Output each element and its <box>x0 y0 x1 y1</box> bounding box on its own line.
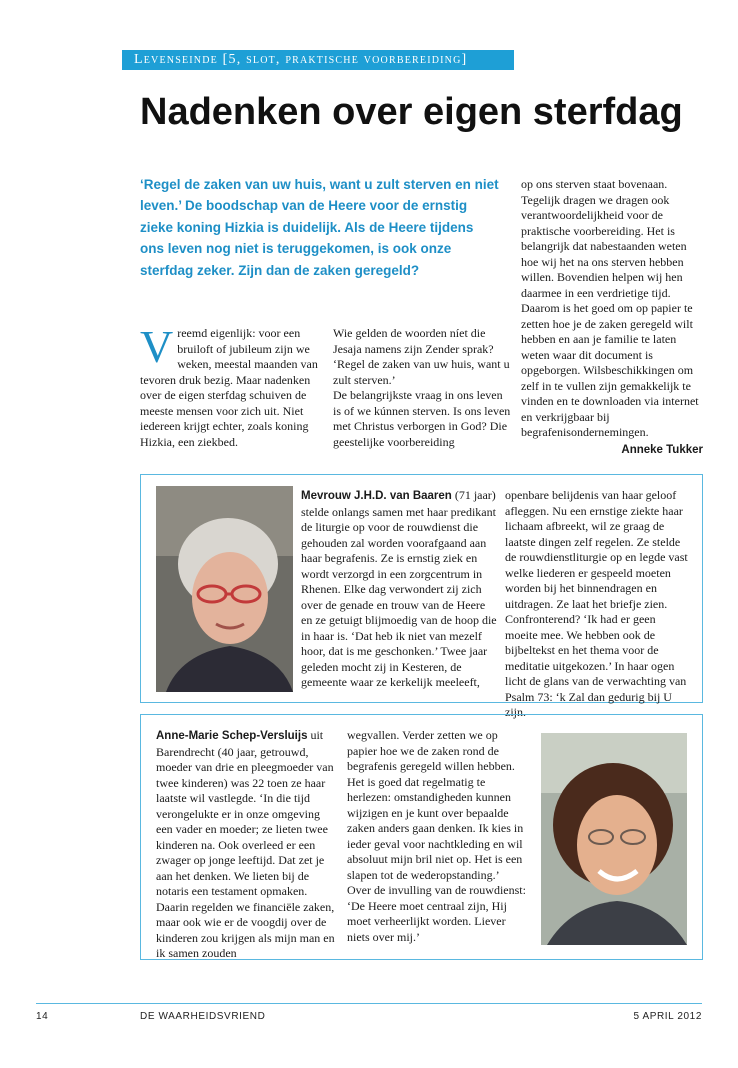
footer-rule <box>36 1003 702 1004</box>
body-column-3 <box>521 177 703 458</box>
box2-column-2 <box>347 728 527 945</box>
body-paragraph: Over de invulling van de rouwdienst: ‘De Heere moet centraal zijn, Hij moet verheerlijkt worden. Liever niets over mij.’ <box>347 883 526 944</box>
article-title: Nadenken over eigen sterfdag <box>140 91 683 133</box>
drop-cap: V <box>140 321 174 372</box>
box2-column-1 <box>156 728 336 962</box>
portrait-illustration <box>156 486 293 692</box>
box1-column-1 <box>301 488 497 691</box>
body-column-1 <box>140 321 323 450</box>
page-number: 14 <box>36 1011 49 1022</box>
publication-name: DE WAARHEIDSVRIEND <box>140 1011 266 1022</box>
portrait-elderly-woman <box>156 486 293 692</box>
body-text-3: op ons sterven staat bovenaan. Tegelijk dragen we dragen ook verantwoordelijkheid voor de praktische voorbereiding. Het is belangrijk dat nabestaanden weten hoe wij het na ons sterven hebben willen. Bovendien helpen wij hen daarmee in een verdrietige tijd. Daarom is het goed om op papier te zetten hoe je de zaken geregeld wilt hebben en aan je familie te laten weten waar dit document is opgeborgen. Wilsbeschikkingen om zelf in te vullen zijn gemakkelijk te vinden en te downloaden via internet en verkrijgbaar bij begrafenisondernemingen. <box>521 177 699 439</box>
box1-text-1: (71 jaar) stelde onlangs samen met haar predikant de liturgie op voor de rouwdienst die gehouden zal worden voorafgaand aan haar begrafenis. Ze is ernstig ziek en wordt verzorgd in een zorgcentrum in Rhenen. Elke dag verwondert zij zich over de genade en trouw van de Heere en ze getuigt blijmoedig van de hoop die in haar is. ‘Dat heb ik niet van mezelf hoor, dat is me geschonken.’ Twee jaar geleden mocht zij in Kesteren, de gemeente waar ze kerkelijk meeleeft, <box>301 488 497 689</box>
body-paragraph: Wie gelden de woorden níet die Jesaja namens zijn Zender sprak? ‘Regel de zaken van uw huis, want u zult sterven.’ <box>333 326 510 387</box>
issue-date: 5 APRIL 2012 <box>633 1011 702 1022</box>
section-tag: Levenseinde [5, slot, praktische voorbereiding] <box>122 50 514 70</box>
box1-text-2: openbare belijdenis van haar geloof afleggen. Nu een ernstige ziekte haar lichaam afbreekt, wil ze graag de laatste dingen zelf regelen. Ze stelde de rouwdienstliturgie op en legde vast welke liederen er gespeeld moeten worden bij het binnendragen en uitdragen. Ze laat het briefje zien. Confronterend? ‘Ik had er geen moeite mee. We hebben ook de bijbeltekst en het thema voor de meditatie uitgekozen.’ In haar ogen licht de glans van de verwachting van Psalm 73: ‘k Zal dan gedurig bij U zijn. <box>505 488 688 719</box>
person-name: Anne-Marie Schep-Versluijs <box>156 730 308 742</box>
portrait-woman <box>541 733 687 945</box>
body-text-1: reemd eigenlijk: voor een bruiloft of jubileum zijn we weken, meestal maanden van tevoren druk bezig. Maar nadenken over de eigen sterfdag schuiven de meeste mensen voor zich uit. Niet iedereen krijgt echter, zoals koning Hizkia, een ziekbed. <box>140 326 318 449</box>
intro-lead: ‘Regel de zaken van uw huis, want u zult sterven en niet leven.’ De boodschap van de Heere voor de ernstig zieke koning Hizkia is duidelijk. Als de Heere tijdens ons leven nog niet is teruggekomen, is ook onze sterfdag zeker. Zijn dan de zaken geregeld? <box>140 177 499 278</box>
body-paragraph: wegvallen. Verder zetten we op papier hoe we de zaken rond de begrafenis geregeld willen hebben. Het is goed dat regelmatig te herlezen: omstandigheden kunnen wijzigen en je kunt over bepaalde zaken anders gaan denken. Ik kies in ieder geval voor nachtkleding en wil absoluut mijn bril niet op. Het is een slapen tot de wederopstanding.’ <box>347 728 524 882</box>
body-paragraph: De belangrijkste vraag in ons leven is of we kúnnen sterven. Is ons leven met Christus verborgen in God? Die geestelijke voorbereiding <box>333 388 511 449</box>
portrait-illustration <box>541 733 687 945</box>
body-column-2 <box>333 326 511 450</box>
person-name: Mevrouw J.H.D. van Baaren <box>301 490 452 502</box>
box2-text-1: uit Barendrecht (40 jaar, getrouwd, moeder van drie en pleegmoeder van twee kinderen) was 22 toen ze haar laatste wil vastlegde. ‘In die tijd verongelukte er in onze omgeving een vader en moeder; ze lieten twee kinderen na. Ook overleed er een zwager op jonge leeftijd. Dat zet je aan het denken. We lieten bij de notaris een testament opmaken. Daarin regelden we financiële zaken, maar ook wie er de voogdij over de kinderen zou krijgen als mijn man en ik samen zouden <box>156 728 335 960</box>
box1-column-2 <box>505 488 691 721</box>
author-signature: Anneke Tukker <box>621 443 703 456</box>
